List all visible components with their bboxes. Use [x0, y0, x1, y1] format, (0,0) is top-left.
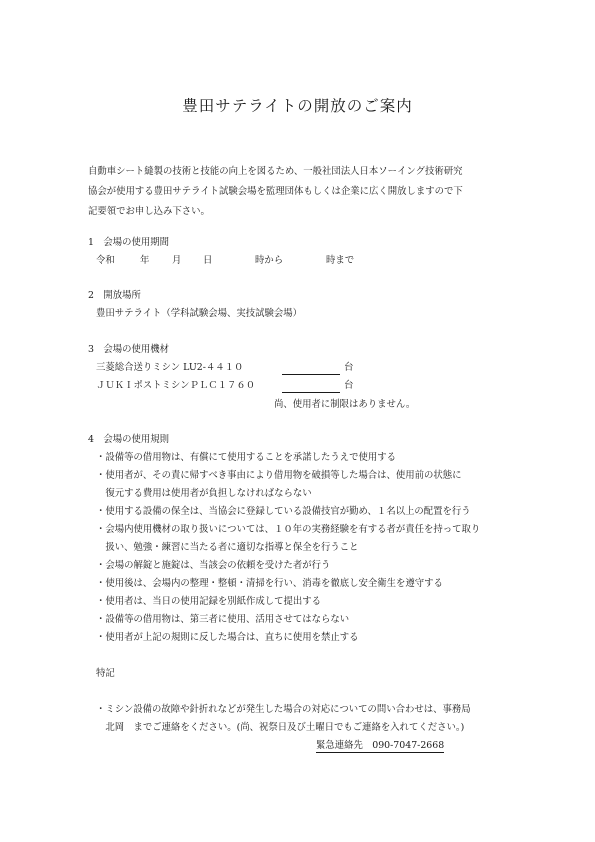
- time-until-label: 時まで: [326, 255, 355, 266]
- day-label: 日: [203, 255, 213, 266]
- rule-line: ・使用者が上記の規則に反した場合は、直ちに使用を禁止する: [96, 632, 359, 643]
- rule-line: ・会場の解錠と施錠は、当該会の依頼を受けた者が行う: [96, 560, 331, 571]
- section-1-heading: 1 会場の使用期間: [88, 237, 169, 248]
- machine-1-unit: 台: [344, 362, 354, 373]
- rule-line: ・使用者が、その責に帰すべき事由により借用物を破損等した場合は、使用前の状態に: [96, 470, 462, 481]
- section-3-heading: 3 会場の使用機材: [88, 344, 169, 355]
- intro-line: 協会が使用する豊田サテライト試験会場を監理団体もしくは企業に広く開放しますので下: [88, 186, 463, 197]
- rule-line: 復元する費用は使用者が負担しなければならない: [96, 488, 312, 499]
- machine-2-unit: 台: [344, 380, 354, 391]
- rule-line: ・設備等の借用物は、有償にて使用することを承諾したうえで使用する: [96, 452, 397, 463]
- special-notes-heading: 特記: [96, 668, 115, 679]
- notes-line: 北岡 までご連絡をください。(尚、祝祭日及び土曜日でもご連絡を入れてください。): [96, 722, 465, 733]
- rule-line: ・使用する設備の保全は、当協会に登録している設備技官が勤め、１名以上の配置を行う: [96, 506, 471, 517]
- rule-line: ・設備等の借用物は、第三者に使用、活用させてはならない: [96, 614, 350, 625]
- machine-1-count-line: [282, 374, 340, 375]
- open-place: 豊田サテライト（学科試験会場、実技試験会場）: [96, 308, 302, 319]
- rule-line: ・使用者は、当日の使用記録を別紙作成して提出する: [96, 596, 322, 607]
- intro-line: 自動車シート縫製の技術と技能の向上を図るため、一般社団法人日本ソーイング技術研究: [88, 166, 463, 177]
- section-4-heading: 4 会場の使用規則: [88, 434, 169, 445]
- reiwa-label: 令和: [96, 255, 115, 266]
- machine-2-count-line: [282, 392, 340, 393]
- notes-line: ・ミシン設備の故障や針折れなどが発生した場合の対応についての問い合わせは、事務局: [96, 704, 471, 715]
- rule-line: ・使用後は、会場内の整理・整頓・清掃を行い、消毒を徹底し安全衛生を遵守する: [96, 578, 443, 589]
- machine-2: ＪＵＫＩポストミシンＰＬＣ１７６０: [96, 380, 256, 391]
- rule-line: 扱い、勉強・練習に当たる者に適切な指導と保全を行うこと: [96, 542, 359, 553]
- year-label: 年: [140, 255, 150, 266]
- page-title: 豊田サテライトの開放のご案内: [182, 97, 413, 115]
- section-2-heading: 2 開放場所: [88, 290, 141, 301]
- user-note: 尚、使用者に制限はありません。: [274, 399, 416, 410]
- intro-line: 記要領でお申し込み下さい。: [88, 206, 210, 217]
- time-from-label: 時から: [255, 255, 284, 266]
- machine-1: 三菱総合送りミシン LU2-４４１０: [96, 362, 244, 373]
- rule-line: ・会場内使用機材の取り扱いについては、１０年の実務経験を有する者が責任を持って取り: [96, 524, 481, 535]
- emergency-contact: 緊急連絡先 090-7047-2668: [316, 740, 445, 751]
- month-label: 月: [172, 255, 182, 266]
